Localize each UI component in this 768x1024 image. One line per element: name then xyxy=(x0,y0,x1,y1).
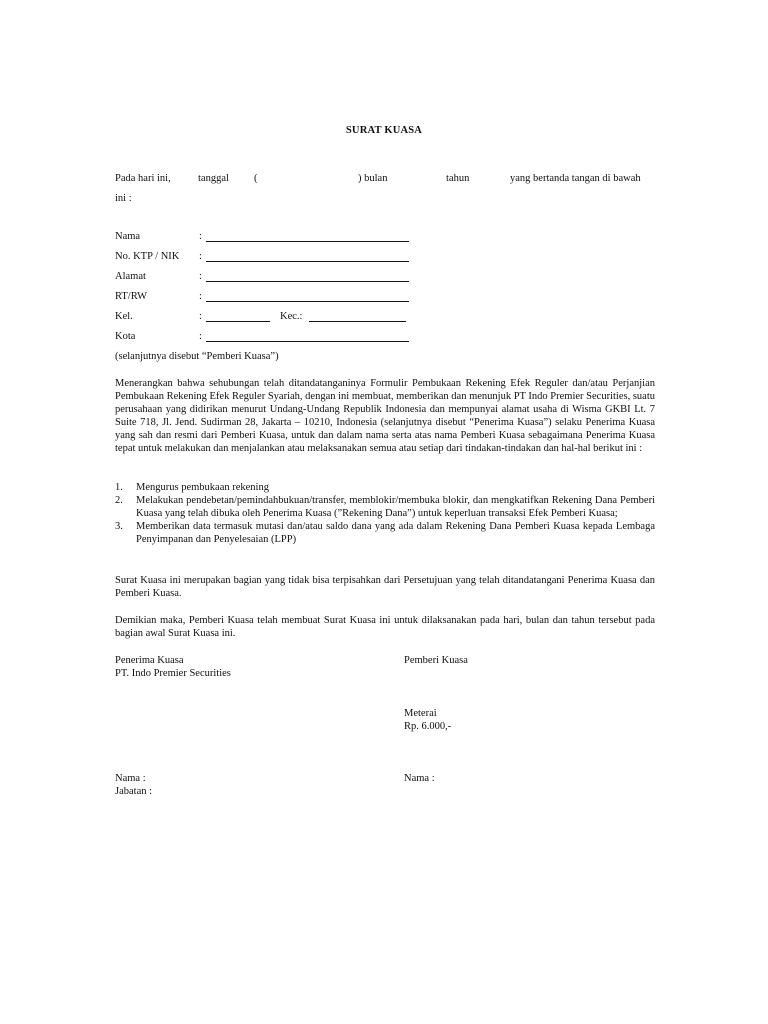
field-label: No. KTP / NIK xyxy=(115,251,180,262)
list-item xyxy=(115,520,655,546)
opening-line xyxy=(115,172,660,186)
field-colon: : xyxy=(199,331,202,342)
attorney-position-label: Jabatan : xyxy=(115,786,153,797)
list-item xyxy=(115,494,655,520)
grantor-name-label: Nama : xyxy=(404,773,435,784)
field-colon: : xyxy=(199,251,202,262)
nama-blank[interactable] xyxy=(206,241,409,242)
opening-continuation: ini : xyxy=(115,193,132,204)
document-title: SURAT KUASA xyxy=(345,125,423,136)
field-rtrw xyxy=(115,290,415,310)
list-item xyxy=(115,481,655,494)
signature-right-header xyxy=(404,654,468,667)
signature-left-name xyxy=(115,772,152,798)
field-kel xyxy=(115,310,415,330)
list-text: Memberikan data termasuk mutasi dan/atau saldo dana yang ada dalam Rekening Dana Pemberi Kuasa kepada Lembaga Penyimpanan dan Penyelesaian (LPP) xyxy=(136,521,655,545)
kel-blank[interactable] xyxy=(206,321,270,322)
opening-year: tahun xyxy=(446,173,470,184)
field-ktp xyxy=(115,250,415,270)
meterai-value: Rp. 6.000,- xyxy=(404,721,452,732)
field-kota xyxy=(115,330,415,350)
field-nama xyxy=(115,230,415,250)
grantor-note: (selanjutnya disebut “Pemberi Kuasa”) xyxy=(115,351,279,362)
signature-left-header xyxy=(115,654,231,680)
field-label: Alamat xyxy=(115,271,146,282)
field-label: Nama xyxy=(115,231,141,242)
list-number: 3. xyxy=(115,521,123,532)
opening-date: tanggal xyxy=(198,173,229,184)
field-alamat xyxy=(115,270,415,290)
field-label: RT/RW xyxy=(115,291,148,302)
list-number: 2. xyxy=(115,495,123,506)
kec-blank[interactable] xyxy=(309,321,406,322)
grantor-fields xyxy=(115,230,415,350)
grantor-role: Pemberi Kuasa xyxy=(404,655,468,666)
kota-blank[interactable] xyxy=(206,341,409,342)
opening-month: ) bulan xyxy=(358,173,388,184)
attorney-role: Penerima Kuasa xyxy=(115,655,184,666)
ktp-blank[interactable] xyxy=(206,261,409,262)
field-colon: : xyxy=(199,271,202,282)
opening-paren: ( xyxy=(254,173,258,184)
paragraph-closing: Demikian maka, Pemberi Kuasa telah membuat Surat Kuasa ini untuk dilaksanakan pada hari, bulan dan tahun tersebut pada bagian awal Surat Kuasa ini. xyxy=(115,615,655,639)
rtrw-blank[interactable] xyxy=(206,301,409,302)
field-colon: : xyxy=(199,311,202,322)
signature-right-name xyxy=(404,772,435,785)
list-text: Mengurus pembukaan rekening xyxy=(136,482,269,493)
opening-signer: yang bertanda tangan di bawah xyxy=(510,173,641,184)
meterai-label: Meterai xyxy=(404,708,437,719)
field-colon: : xyxy=(199,291,202,302)
attorney-name-label: Nama : xyxy=(115,773,146,784)
attorney-company: PT. Indo Premier Securities xyxy=(115,668,231,679)
list-text: Melakukan pendebetan/pemindahbukuan/transfer, memblokir/membuka blokir, dan mengkatifkan Rekening Dana Pemberi Kuasa yang telah dibuka oleh Penerima Kuasa (”Rekening Dana”) untuk keperluan transaksi Efek Pemberi Kuasa; xyxy=(136,495,655,519)
paragraph-statement: Menerangkan bahwa sehubungan telah ditandatanganinya Formulir Pembukaan Rekening Efek Reguler dan/atau Perjanjian Pembukaan Rekening Efek Reguler Syariah, dengan ini membuat, memberikan dan menunjuk PT Indo Premier Securities, suatu perusahaan yang didirikan menurut Undang-Undang Republik Indonesia dan mempunyai alamat usaha di Wisma GKBI Lt. 7 Suite 718, Jl. Jend. Sudirman 28, Jakarta – 10210, Indonesia (selanjutnya disebut “Penerima Kuasa”) selaku Penerima Kuasa yang sah dan resmi dari Pemberi Kuasa, untuk dan dalam nama serta atas nama Pemberi Kuasa sebagaimana Penerima Kuasa tepat untuk melakukan dan menjalankan atau melaksanakan semua atau setiap dari tindakan-tindakan dan hal-hal berikut ini : xyxy=(115,378,655,454)
field-colon: : xyxy=(199,231,202,242)
list-number: 1. xyxy=(115,482,123,493)
field-label: Kota xyxy=(115,331,136,342)
field-label: Kel. xyxy=(115,311,133,322)
paragraph-agreement: Surat Kuasa ini merupakan bagian yang tidak bisa terpisahkan dari Persetujuan yang telah ditandatangani Penerima Kuasa dan Pemberi Kuasa. xyxy=(115,575,655,599)
stamp-duty xyxy=(404,707,451,733)
opening-day: Pada hari ini, xyxy=(115,173,171,184)
alamat-blank[interactable] xyxy=(206,281,409,282)
field-label-kec: Kec.: xyxy=(280,311,303,322)
authority-list xyxy=(115,481,655,546)
